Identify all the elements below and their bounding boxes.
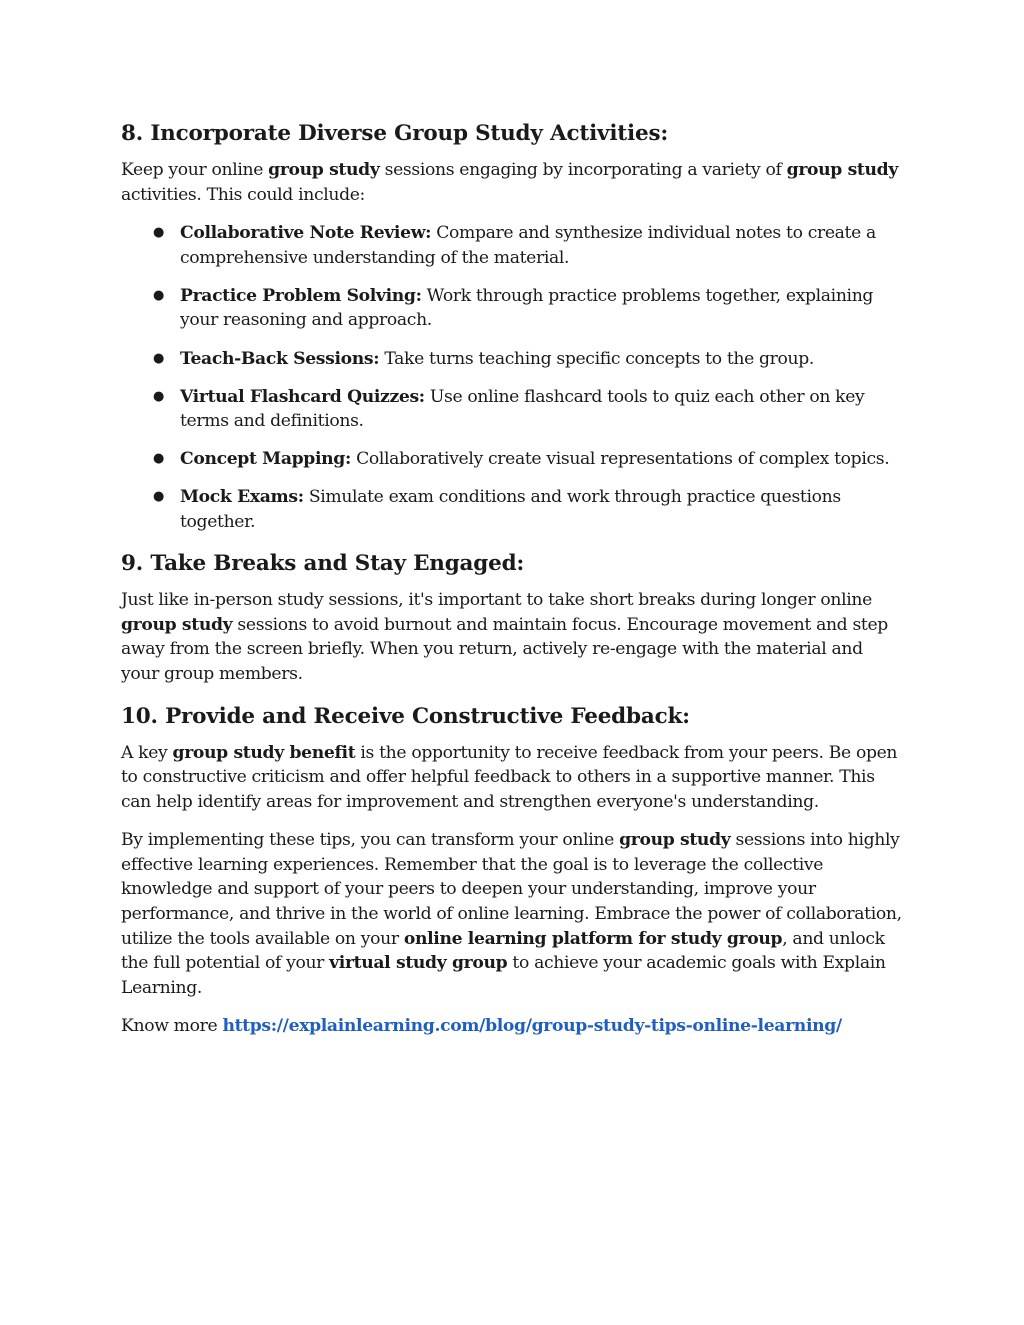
- activities-list: [121, 221, 904, 534]
- know-more: [121, 1014, 904, 1039]
- bold-keyword: group study: [786, 160, 898, 180]
- item-title: Teach-Back Sessions:: [180, 348, 380, 369]
- item-text: Work through practice problems together, explaining your reasoning and approach.: [180, 285, 874, 331]
- section-8-intro: [121, 158, 904, 207]
- section-heading-9: 9. Take Breaks and Stay Engaged:: [121, 551, 525, 577]
- section-heading-10: 10. Provide and Receive Constructive Feedback:: [121, 703, 690, 729]
- text-run: sessions engaging by incorporating a variety of: [379, 160, 787, 180]
- list-item: [153, 347, 904, 372]
- text-run: is the opportunity to receive feedback from your peers. Be open to constructive criticism and offer helpful feedback to others in a supportive manner. This can help identify areas for improvement and strengthen everyone's understanding.: [121, 742, 898, 812]
- text-run: By implementing these tips, you can transform your online: [121, 830, 620, 851]
- section-heading-8: 8. Incorporate Diverse Group Study Activities:: [121, 121, 669, 146]
- bullet-dot-icon: ●: [153, 489, 164, 505]
- section-10-paragraph: [121, 741, 904, 815]
- bullet-dot-icon: ●: [153, 388, 164, 404]
- list-item: [153, 485, 904, 534]
- bold-keyword: group study: [268, 160, 380, 180]
- know-more-link[interactable]: https://explainlearning.com/blog/group-study-tips-online-learning/: [222, 1016, 842, 1037]
- item-title: Mock Exams:: [180, 487, 304, 508]
- section-9-paragraph: [121, 588, 904, 686]
- list-item: [153, 447, 904, 472]
- item-text: Take turns teaching specific concepts to the group.: [379, 348, 815, 369]
- conclusion-paragraph: [121, 828, 904, 1000]
- text-run: to achieve your academic goals with Explain Learning.: [121, 953, 886, 998]
- item-title: Collaborative Note Review:: [180, 223, 432, 244]
- bold-keyword: online learning platform for study group: [403, 928, 783, 949]
- text-run: sessions to avoid burnout and maintain focus. Encourage movement and step away from the screen briefly. When you return, actively re-engage with the material and your group members.: [121, 614, 888, 684]
- item-text: Simulate exam conditions and work through practice questions together.: [180, 487, 841, 533]
- bullet-dot-icon: ●: [153, 225, 164, 241]
- item-title: Virtual Flashcard Quizzes:: [180, 386, 425, 407]
- bold-keyword: virtual study group: [329, 953, 508, 974]
- item-title: Concept Mapping:: [180, 449, 351, 470]
- bold-keyword: group study: [121, 614, 233, 635]
- list-item: [153, 284, 904, 333]
- text-run: , and unlock the full potential of your: [121, 928, 885, 974]
- bullet-dot-icon: ●: [153, 287, 164, 303]
- list-item: [153, 385, 904, 434]
- item-text: Use online flashcard tools to quiz each other on key terms and definitions.: [180, 386, 865, 432]
- text-run: Just like in-person study sessions, it's important to take short breaks during longer online: [121, 590, 872, 611]
- item-text: Collaboratively create visual representations of complex topics.: [350, 449, 890, 470]
- item-text: Compare and synthesize individual notes to create a comprehensive understanding of the material.: [180, 223, 876, 268]
- text-run: Keep your online: [121, 160, 269, 180]
- bullet-dot-icon: ●: [153, 451, 164, 467]
- list-item: [153, 221, 904, 270]
- text-run: sessions into highly effective learning experiences. Remember that the goal is to leverage the collective knowledge and support of your peers to deepen your understanding, improve your performance, and thrive in the world of online learning. Embrace the power of collaboration, utilize the tools available on your: [121, 830, 902, 949]
- bullet-dot-icon: ●: [153, 350, 164, 366]
- text-run: activities. This could include:: [121, 184, 366, 205]
- bold-keyword: group study: [619, 830, 731, 851]
- item-title: Practice Problem Solving:: [180, 285, 422, 306]
- know-more-label: Know more: [121, 1016, 223, 1037]
- bold-keyword: group study benefit: [172, 742, 356, 763]
- text-run: A key: [121, 742, 173, 763]
